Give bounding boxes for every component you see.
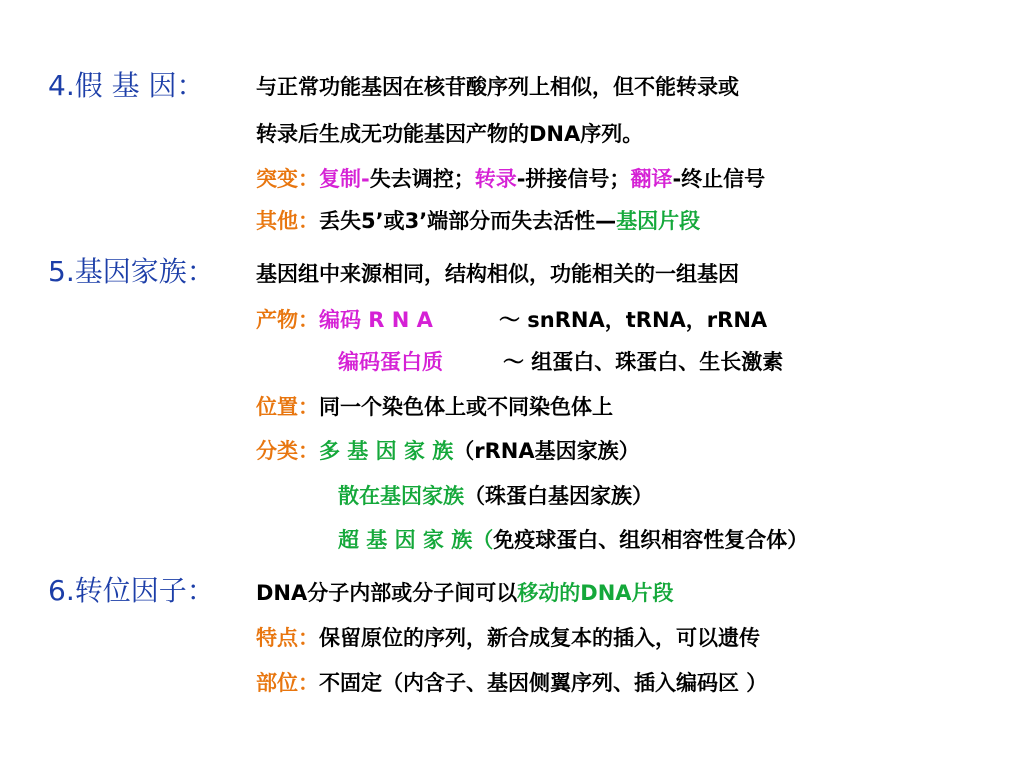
super-family-line (338, 530, 808, 551)
features-text: 保留原位的序列，新合成复本的插入，可以遗传 (319, 626, 760, 650)
coding-protein-label: 编码蛋白质 (338, 350, 443, 374)
products-label: 产物： (256, 308, 319, 332)
pseudogene-mutation-line (256, 169, 765, 190)
multigene-family-text: （rRNA基因家族） (453, 439, 640, 463)
dispersed-family-label: 散在基因家族 (338, 484, 464, 508)
sites-text: 不固定（内含子、基因侧翼序列、插入编码区 ） (319, 671, 768, 695)
replication-term: 复制 (319, 167, 361, 191)
translation-text: -终止信号 (672, 167, 766, 191)
classification-label: 分类： (256, 439, 319, 463)
location-label: 位置： (256, 395, 319, 419)
products-protein-line (338, 352, 783, 373)
pseudogene-title: 4.假 基 因： (48, 69, 205, 102)
features-line (256, 628, 760, 649)
gene-family-definition: 基因组中来源相同，结构相似，功能相关的一组基因 (256, 262, 739, 286)
transposon-definition-line (256, 583, 674, 604)
super-family-text: 免疫球蛋白、组织相容性复合体） (493, 528, 809, 552)
pseudogene-definition-line2: 转录后生成无功能基因产物的DNA序列。 (256, 122, 644, 146)
location-text: 同一个染色体上或不同染色体上 (319, 395, 613, 419)
transcription-text: -拼接信号； (516, 167, 631, 191)
replication-dash: - (361, 167, 370, 191)
products-rna-line (256, 310, 767, 331)
translation-term: 翻译 (630, 167, 673, 191)
pseudogene-definition-line1: 与正常功能基因在核苷酸序列上相似，但不能转录或 (256, 75, 739, 99)
coding-protein-text: ～ 组蛋白、珠蛋白、生长激素 (503, 350, 784, 374)
classification-line (256, 441, 640, 462)
transposon-definition-prefix: DNA分子内部或分子间可以 (256, 581, 518, 605)
gene-fragment-term: 基因片段 (616, 209, 701, 233)
multigene-family-label: 多 基 因 家 族 (319, 439, 454, 463)
gene-family-title: 5.基因家族： (48, 255, 215, 288)
sites-line (256, 673, 767, 694)
sites-label: 部位： (256, 671, 319, 695)
features-label: 特点： (256, 626, 319, 650)
transposon-title: 6.转位因子： (48, 574, 215, 607)
dispersed-family-text: （珠蛋白基因家族） (464, 484, 653, 508)
location-line (256, 397, 613, 418)
other-label: 其他： (256, 209, 319, 233)
super-family-label: 超 基 因 家 族（ (338, 528, 494, 552)
other-text: 丢失5’或3’端部分而失去活性— (319, 209, 617, 233)
coding-rna-text: ～ snRNA，tRNA，rRNA (499, 308, 768, 332)
pseudogene-other-line (256, 211, 700, 232)
coding-rna-label: 编码 R N A (319, 308, 433, 332)
mobile-dna-term: 移动的DNA片段 (517, 581, 674, 605)
replication-text: 失去调控； (369, 167, 475, 191)
transcription-term: 转录 (474, 167, 517, 191)
dispersed-family-line (338, 486, 653, 507)
mutation-label: 突变： (256, 167, 319, 191)
